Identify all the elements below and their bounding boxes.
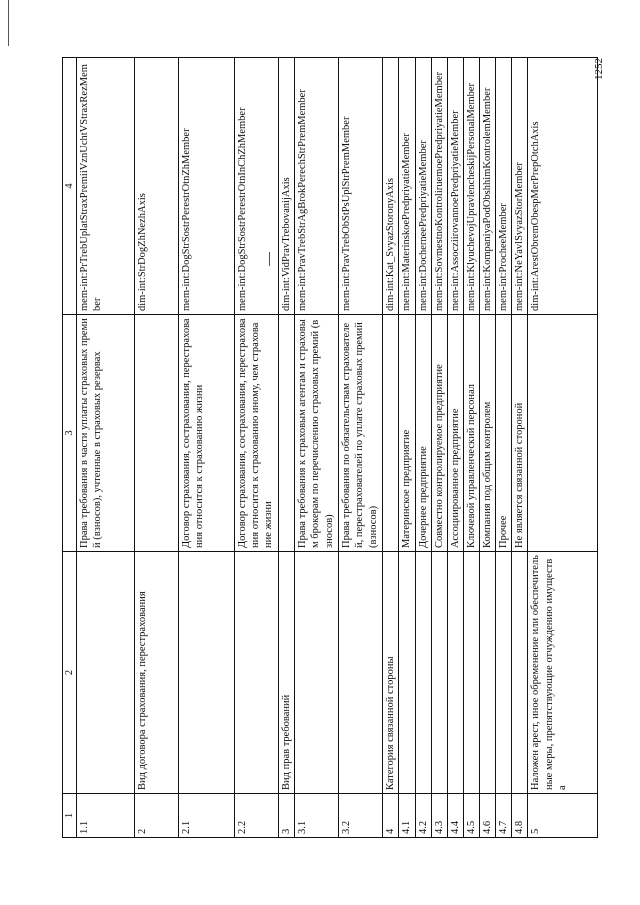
taxonomy-table [62,57,598,838]
row-category: Вид прав требований [279,552,295,794]
row-element-code: dim-int:ArestObremObespMerPrepOtchAxis [528,58,598,315]
row-element-code: mem-int:AssocziirovannoePredpriyatieMember [447,58,463,315]
row-category [480,552,496,794]
row-category [295,552,339,794]
row-number: 5 [528,794,598,838]
row-number: 4.8 [512,794,528,838]
row-number: 2 [135,794,179,838]
row-category [496,552,512,794]
row-description: Прочее [496,315,512,552]
table-row [135,58,179,838]
row-description: Материнское предприятие [399,315,415,552]
table-row [415,58,431,838]
table-row [279,58,295,838]
row-category: Вид договора страхования, перестрахования [135,552,179,794]
row-category: Наложен арест, иное обременение или обеспечительные меры, препятствующие отчуждению имущества [528,552,598,794]
row-category [179,552,235,794]
row-description: Договор страхования, сострахования, перестрахования относится к страхованию иному, чем страхование жизни [235,315,279,552]
table-row [77,58,135,838]
table-row [383,58,399,838]
row-category [447,552,463,794]
table-row [295,58,339,838]
table-row [179,58,235,838]
header-cell: 3 [63,315,77,552]
header-cell: 2 [63,552,77,794]
row-description: Совместно контролируемое предприятие [431,315,447,552]
row-category [415,552,431,794]
row-number: 4.5 [463,794,479,838]
row-number: 1.1 [77,794,135,838]
row-element-code: mem-int:NeYavlSvyazStorMember [512,58,528,315]
row-element-code: mem-int:MaterinskoePredpriyatieMember [399,58,415,315]
row-element-code: mem-int:KompaniyaPodObshhimKontrolemMember [480,58,496,315]
row-number: 4.7 [496,794,512,838]
row-element-code: mem-int:SovmestnoKontroliruemoePredpriyatieMember [431,58,447,315]
row-number: 3.1 [295,794,339,838]
table-row [512,58,528,838]
row-element-code: dim-int:StrDogZhNezhAxis [135,58,179,315]
row-number: 4.4 [447,794,463,838]
row-category [512,552,528,794]
row-description: Не является связанной стороной [512,315,528,552]
row-category [339,552,383,794]
row-description [528,315,598,552]
row-description [279,315,295,552]
row-description [135,315,179,552]
row-category: Категория связанной стороны [383,552,399,794]
row-description [383,315,399,552]
row-element-code: mem-int:PravTrebStrAgBrokPerechStrPremMember [295,58,339,315]
row-number: 4.6 [480,794,496,838]
row-element-code: mem-int:PravTrebObStPsUplStrPremMember [339,58,383,315]
row-number: 3 [279,794,295,838]
row-number: 4.3 [431,794,447,838]
row-element-code: mem-int:ProcheeMember [496,58,512,315]
row-element-code: mem-int:KlyuchevojUpravlencheskijPersonalMember [463,58,479,315]
row-number: 2.1 [179,794,235,838]
row-category [399,552,415,794]
row-element-code: mem-int:DogStrSostrPerestrOtnInChZhMember [235,58,279,315]
table-header-row [63,58,77,838]
row-element-code: mem-int:DogStrSostrPerestrOtnZhMember [179,58,235,315]
row-number: 4.2 [415,794,431,838]
row-description: Права требования в части уплаты страховых премий (взносов), учтенные в страховых резервах [77,315,135,552]
row-element-code: dim-int:Kat_SvyazStoronyAxis [383,58,399,315]
row-category [463,552,479,794]
row-element-code: mem-int:DocherneePredpriyatieMember [415,58,431,315]
row-description: Ассоциированное предприятие [447,315,463,552]
header-cell: 1 [63,794,77,838]
table-row [399,58,415,838]
row-number: 4.1 [399,794,415,838]
page-number-container [593,30,609,90]
row-number: 3.2 [339,794,383,838]
row-element-code: mem-int:PrTrebUplatStraxPremiiVznUchtVStraxRezMember [77,58,135,315]
scan-edge-mark [8,0,9,46]
row-number: 2.2 [235,794,279,838]
table-row [496,58,512,838]
table-row [480,58,496,838]
row-category [235,552,279,794]
table-row [528,58,598,838]
page-number: 1252 [593,58,605,80]
table-row [339,58,383,838]
row-category [77,552,135,794]
rotated-page [62,58,610,838]
row-description: Права требования к страховым агентам и страховым брокерам по перечислению страховых премий (взносов) [295,315,339,552]
row-description: Дочернее предприятие [415,315,431,552]
table-row [463,58,479,838]
table-row [431,58,447,838]
row-element-code: dim-int:VidPravTrebovanijAxis [279,58,295,315]
row-description: Договор страхования, сострахования, перестрахования относится к страхованию жизни [179,315,235,552]
header-cell: 4 [63,58,77,315]
row-category [431,552,447,794]
table-row [235,58,279,838]
row-description: Права требования по обязательствам страхователей, перестрахователей по уплате страховых премий (взносов) [339,315,383,552]
table-row [447,58,463,838]
row-number: 4 [383,794,399,838]
row-description: Компания под общим контролем [480,315,496,552]
row-description: Ключевой управленческий персонал [463,315,479,552]
